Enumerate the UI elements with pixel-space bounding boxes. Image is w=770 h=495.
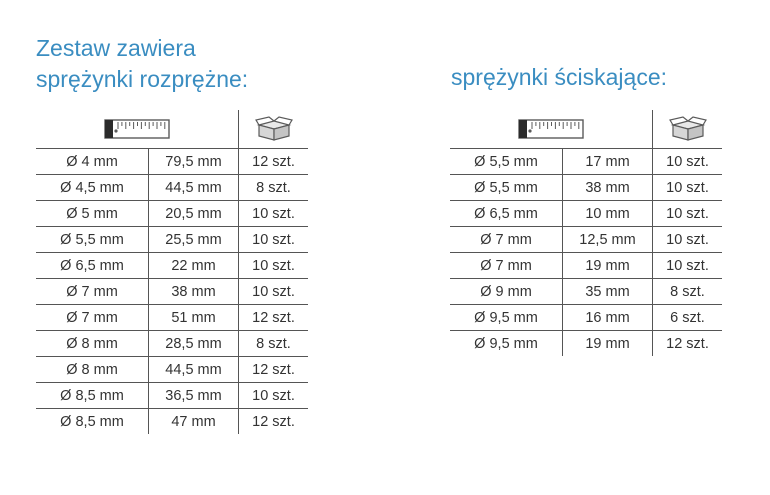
compression-springs-table: [450, 110, 722, 356]
diameter-cell: Ø 8,5 mm: [60, 413, 124, 430]
diameter-cell: Ø 9,5 mm: [474, 335, 538, 352]
quantity-cell: 10 szt.: [238, 201, 308, 226]
length-cell: 51 mm: [148, 305, 238, 330]
quantity-cell: 12 szt.: [238, 305, 308, 330]
table-row: [450, 175, 722, 201]
diameter-cell: Ø 5,5 mm: [60, 231, 124, 248]
table-row: [450, 227, 722, 253]
quantity-cell: 10 szt.: [238, 227, 308, 252]
diameter-cell: Ø 8,5 mm: [60, 387, 124, 404]
diameter-cell: Ø 9,5 mm: [474, 309, 538, 326]
table-row: [36, 409, 308, 434]
diameter-cell: Ø 5,5 mm: [474, 153, 538, 170]
table-header: [36, 110, 308, 149]
quantity-cell: 10 szt.: [652, 175, 722, 200]
table-row: [450, 331, 722, 356]
table-header: [450, 110, 722, 149]
table-row: [450, 279, 722, 305]
left-title: [36, 33, 248, 95]
length-cell: 79,5 mm: [148, 149, 238, 174]
quantity-cell: 8 szt.: [238, 331, 308, 356]
ruler-icon: [518, 118, 584, 140]
length-cell: 19 mm: [562, 331, 652, 356]
length-cell: 25,5 mm: [148, 227, 238, 252]
header-quantity-cell: [652, 110, 722, 148]
quantity-cell: 8 szt.: [238, 175, 308, 200]
ruler-icon: [104, 118, 170, 140]
quantity-cell: 10 szt.: [652, 253, 722, 278]
quantity-cell: 10 szt.: [238, 383, 308, 408]
length-cell: 20,5 mm: [148, 201, 238, 226]
length-cell: 44,5 mm: [148, 175, 238, 200]
diameter-cell: Ø 7 mm: [66, 283, 118, 300]
table-row: [36, 253, 308, 279]
header-length-cell: [450, 110, 652, 148]
expansion-springs-table: [36, 110, 308, 434]
quantity-cell: 10 szt.: [652, 149, 722, 174]
length-cell: 36,5 mm: [148, 383, 238, 408]
box-icon: [669, 116, 707, 142]
diameter-cell: Ø 5,5 mm: [474, 179, 538, 196]
diameter-cell: Ø 9 mm: [480, 283, 532, 300]
quantity-cell: 10 szt.: [652, 201, 722, 226]
table-row: [450, 149, 722, 175]
table-row: [36, 201, 308, 227]
table-row: [36, 383, 308, 409]
diameter-cell: Ø 7 mm: [66, 309, 118, 326]
quantity-cell: 6 szt.: [652, 305, 722, 330]
length-cell: 22 mm: [148, 253, 238, 278]
quantity-cell: 10 szt.: [652, 227, 722, 252]
length-cell: 47 mm: [148, 409, 238, 434]
table-row: [450, 305, 722, 331]
diameter-cell: Ø 7 mm: [480, 231, 532, 248]
diameter-cell: Ø 5 mm: [66, 205, 118, 222]
quantity-cell: 10 szt.: [238, 279, 308, 304]
length-cell: 28,5 mm: [148, 331, 238, 356]
length-cell: 12,5 mm: [562, 227, 652, 252]
length-cell: 44,5 mm: [148, 357, 238, 382]
length-cell: 35 mm: [562, 279, 652, 304]
diameter-cell: Ø 7 mm: [480, 257, 532, 274]
header-quantity-cell: [238, 110, 308, 148]
length-cell: 38 mm: [148, 279, 238, 304]
table-row: [36, 279, 308, 305]
length-cell: 17 mm: [562, 149, 652, 174]
length-cell: 10 mm: [562, 201, 652, 226]
right-title: sprężynki ściskające:: [451, 64, 668, 90]
quantity-cell: 12 szt.: [652, 331, 722, 356]
table-row: [450, 253, 722, 279]
diameter-cell: Ø 6,5 mm: [60, 257, 124, 274]
table-row: [36, 149, 308, 175]
table-row: [36, 357, 308, 383]
length-cell: 19 mm: [562, 253, 652, 278]
quantity-cell: 10 szt.: [238, 253, 308, 278]
box-icon: [255, 116, 293, 142]
diameter-cell: Ø 8 mm: [66, 361, 118, 378]
table-row: [450, 201, 722, 227]
header-length-cell: [36, 110, 238, 148]
quantity-cell: 12 szt.: [238, 149, 308, 174]
quantity-cell: 12 szt.: [238, 357, 308, 382]
left-title-line1: Zestaw zawiera: [36, 35, 196, 61]
diameter-cell: Ø 4,5 mm: [60, 179, 124, 196]
table-row: [36, 305, 308, 331]
table-row: [36, 227, 308, 253]
diameter-cell: Ø 4 mm: [66, 153, 118, 170]
length-cell: 38 mm: [562, 175, 652, 200]
table-row: [36, 331, 308, 357]
diameter-cell: Ø 6,5 mm: [474, 205, 538, 222]
length-cell: 16 mm: [562, 305, 652, 330]
quantity-cell: 12 szt.: [238, 409, 308, 434]
diameter-cell: Ø 8 mm: [66, 335, 118, 352]
left-title-line2: sprężynki rozprężne:: [36, 66, 249, 92]
table-row: [36, 175, 308, 201]
quantity-cell: 8 szt.: [652, 279, 722, 304]
